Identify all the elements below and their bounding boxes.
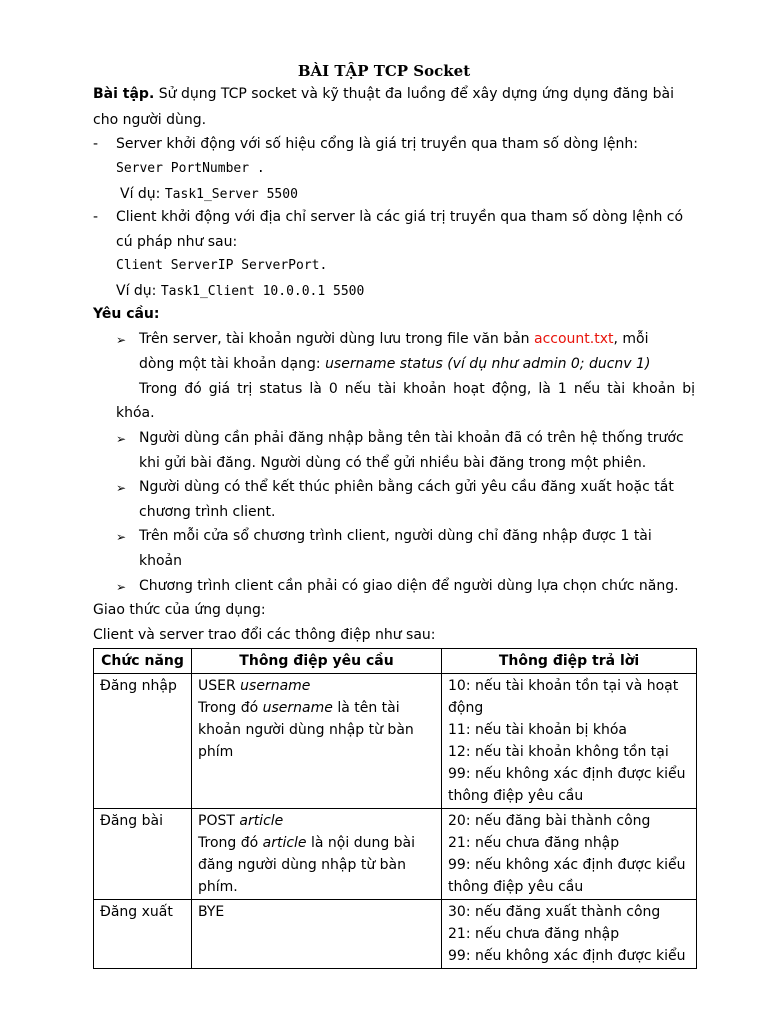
server-example: [120, 184, 298, 205]
intro-line-1: [93, 84, 674, 104]
request-text: Trong đó: [198, 835, 263, 851]
response-line: thông điệp yêu cầu: [448, 879, 584, 895]
table-row-logout: [94, 900, 697, 969]
requirement-1-line-4: khóa.: [116, 405, 155, 421]
request-argument: username: [240, 678, 311, 694]
response-line: 10: nếu tài khoản tồn tại và hoạt: [448, 678, 679, 694]
arrow-bullet-icon: ➢: [116, 333, 127, 347]
response-line: 99: nếu không xác định được kiểu: [448, 857, 686, 873]
request-text: Trong đó: [198, 700, 263, 716]
server-example-code: Task1_Server 5500: [164, 187, 298, 202]
requirement-5-line-1: Chương trình client cần phải có giao diện để người dùng lựa chọn chức năng.: [139, 578, 679, 594]
server-dash: -: [93, 136, 99, 152]
request-argument: article: [239, 813, 284, 829]
cell-request: [192, 809, 442, 900]
request-line: [198, 832, 435, 854]
requirement-3-line-1: Người dùng có thể kết thúc phiên bằng cách gửi yêu cầu đăng xuất hoặc tắt: [139, 479, 674, 495]
requirements-heading: Yêu cầu:: [93, 306, 160, 322]
request-line: [198, 697, 435, 719]
intro-text: Sử dụng TCP socket và kỹ thuật đa luồng để xây dựng ứng dụng đăng bài: [154, 86, 674, 102]
column-header-function: Chức năng: [94, 649, 192, 674]
request-line: phím.: [198, 879, 238, 895]
client-dash: -: [93, 209, 99, 225]
response-line: 30: nếu đăng xuất thành công: [448, 904, 661, 920]
requirement-2-line-2: khi gửi bài đăng. Người dùng có thể gửi nhiều bài đăng trong một phiên.: [139, 455, 647, 471]
client-example: [116, 281, 364, 302]
table-header-row: [94, 649, 697, 674]
response-line: động: [448, 700, 484, 716]
cell-function: Đăng nhập: [94, 674, 192, 809]
requirement-3-line-2: chương trình client.: [139, 504, 276, 520]
request-argument: article: [262, 835, 307, 851]
table-row-login: [94, 674, 697, 809]
account-file-name: account.txt: [534, 331, 614, 347]
request-keyword: POST: [198, 813, 240, 829]
cell-request: [192, 674, 442, 809]
request-text: là nội dung bài: [306, 835, 416, 851]
intro-label: Bài tập.: [93, 86, 155, 102]
request-line: khoản người dùng nhập từ bàn: [198, 722, 414, 738]
protocol-description: Client và server trao đổi các thông điệp như sau:: [93, 627, 436, 643]
requirement-1-line-2: [139, 354, 650, 374]
request-line: [198, 675, 435, 697]
arrow-bullet-icon: ➢: [116, 580, 127, 594]
requirement-1-text: Trên server, tài khoản người dùng lưu trong file văn bản: [139, 331, 535, 347]
column-header-request: Thông điệp yêu cầu: [192, 649, 442, 674]
request-keyword: USER: [198, 678, 241, 694]
client-example-code: Task1_Client 10.0.0.1 5500: [160, 284, 365, 299]
intro-line-2: cho người dùng.: [93, 112, 207, 128]
requirement-1-format-label: dòng một tài khoản dạng:: [139, 356, 326, 372]
cell-response: [442, 809, 697, 900]
response-line: 21: nếu chưa đăng nhập: [448, 926, 620, 942]
column-header-response: Thông điệp trả lời: [442, 649, 697, 674]
requirement-1-text-end: , mỗi: [613, 331, 649, 347]
response-line: 11: nếu tài khoản bị khóa: [448, 722, 627, 738]
client-description-2: cú pháp như sau:: [116, 234, 238, 250]
requirement-1-line-1: [139, 329, 649, 349]
server-example-label: Ví dụ:: [120, 186, 165, 202]
response-line: thông điệp yêu cầu: [448, 788, 584, 804]
response-line: 12: nếu tài khoản không tồn tại: [448, 744, 669, 760]
requirement-1-format: username status (ví dụ như admin 0; ducnv 1): [325, 356, 651, 372]
response-line: 20: nếu đăng bài thành công: [448, 813, 651, 829]
client-description-1: Client khởi động với địa chỉ server là các giá trị truyền qua tham số dòng lệnh có: [116, 209, 684, 225]
arrow-bullet-icon: ➢: [116, 432, 127, 446]
arrow-bullet-icon: ➢: [116, 530, 127, 544]
client-syntax: Client ServerIP ServerPort.: [116, 258, 328, 273]
server-syntax: Server PortNumber .: [116, 161, 265, 176]
response-line: 99: nếu không xác định được kiểu: [448, 948, 686, 964]
table-row-post: [94, 809, 697, 900]
request-line: phím: [198, 744, 234, 760]
client-example-label: Ví dụ:: [116, 283, 161, 299]
document-title: BÀI TẬP TCP Socket: [297, 62, 471, 80]
protocol-heading: Giao thức của ứng dụng:: [93, 602, 266, 618]
requirement-4-line-1: Trên mỗi cửa sổ chương trình client, người dùng chỉ đăng nhập được 1 tài: [139, 528, 652, 544]
requirement-2-line-1: Người dùng cần phải đăng nhập bằng tên tài khoản đã có trên hệ thống trước: [139, 430, 684, 446]
request-line: đăng người dùng nhập từ bàn: [198, 857, 406, 873]
cell-response: [442, 900, 697, 969]
server-description: Server khởi động với số hiệu cổng là giá trị truyền qua tham số dòng lệnh:: [116, 136, 638, 152]
request-argument: username: [262, 700, 333, 716]
request-line: [198, 810, 435, 832]
request-text: là tên tài: [332, 700, 400, 716]
message-table: [93, 648, 697, 969]
response-line: 21: nếu chưa đăng nhập: [448, 835, 620, 851]
arrow-bullet-icon: ➢: [116, 481, 127, 495]
requirement-4-line-2: khoản: [139, 553, 182, 569]
cell-response: [442, 674, 697, 809]
cell-request: [192, 900, 442, 969]
requirement-1-line-3: Trong đó giá trị status là 0 nếu tài khoản hoạt động, là 1 nếu tài khoản bị: [139, 381, 695, 397]
cell-function: Đăng bài: [94, 809, 192, 900]
response-line: 99: nếu không xác định được kiểu: [448, 766, 686, 782]
request-keyword: BYE: [198, 904, 225, 920]
cell-function: Đăng xuất: [94, 900, 192, 969]
